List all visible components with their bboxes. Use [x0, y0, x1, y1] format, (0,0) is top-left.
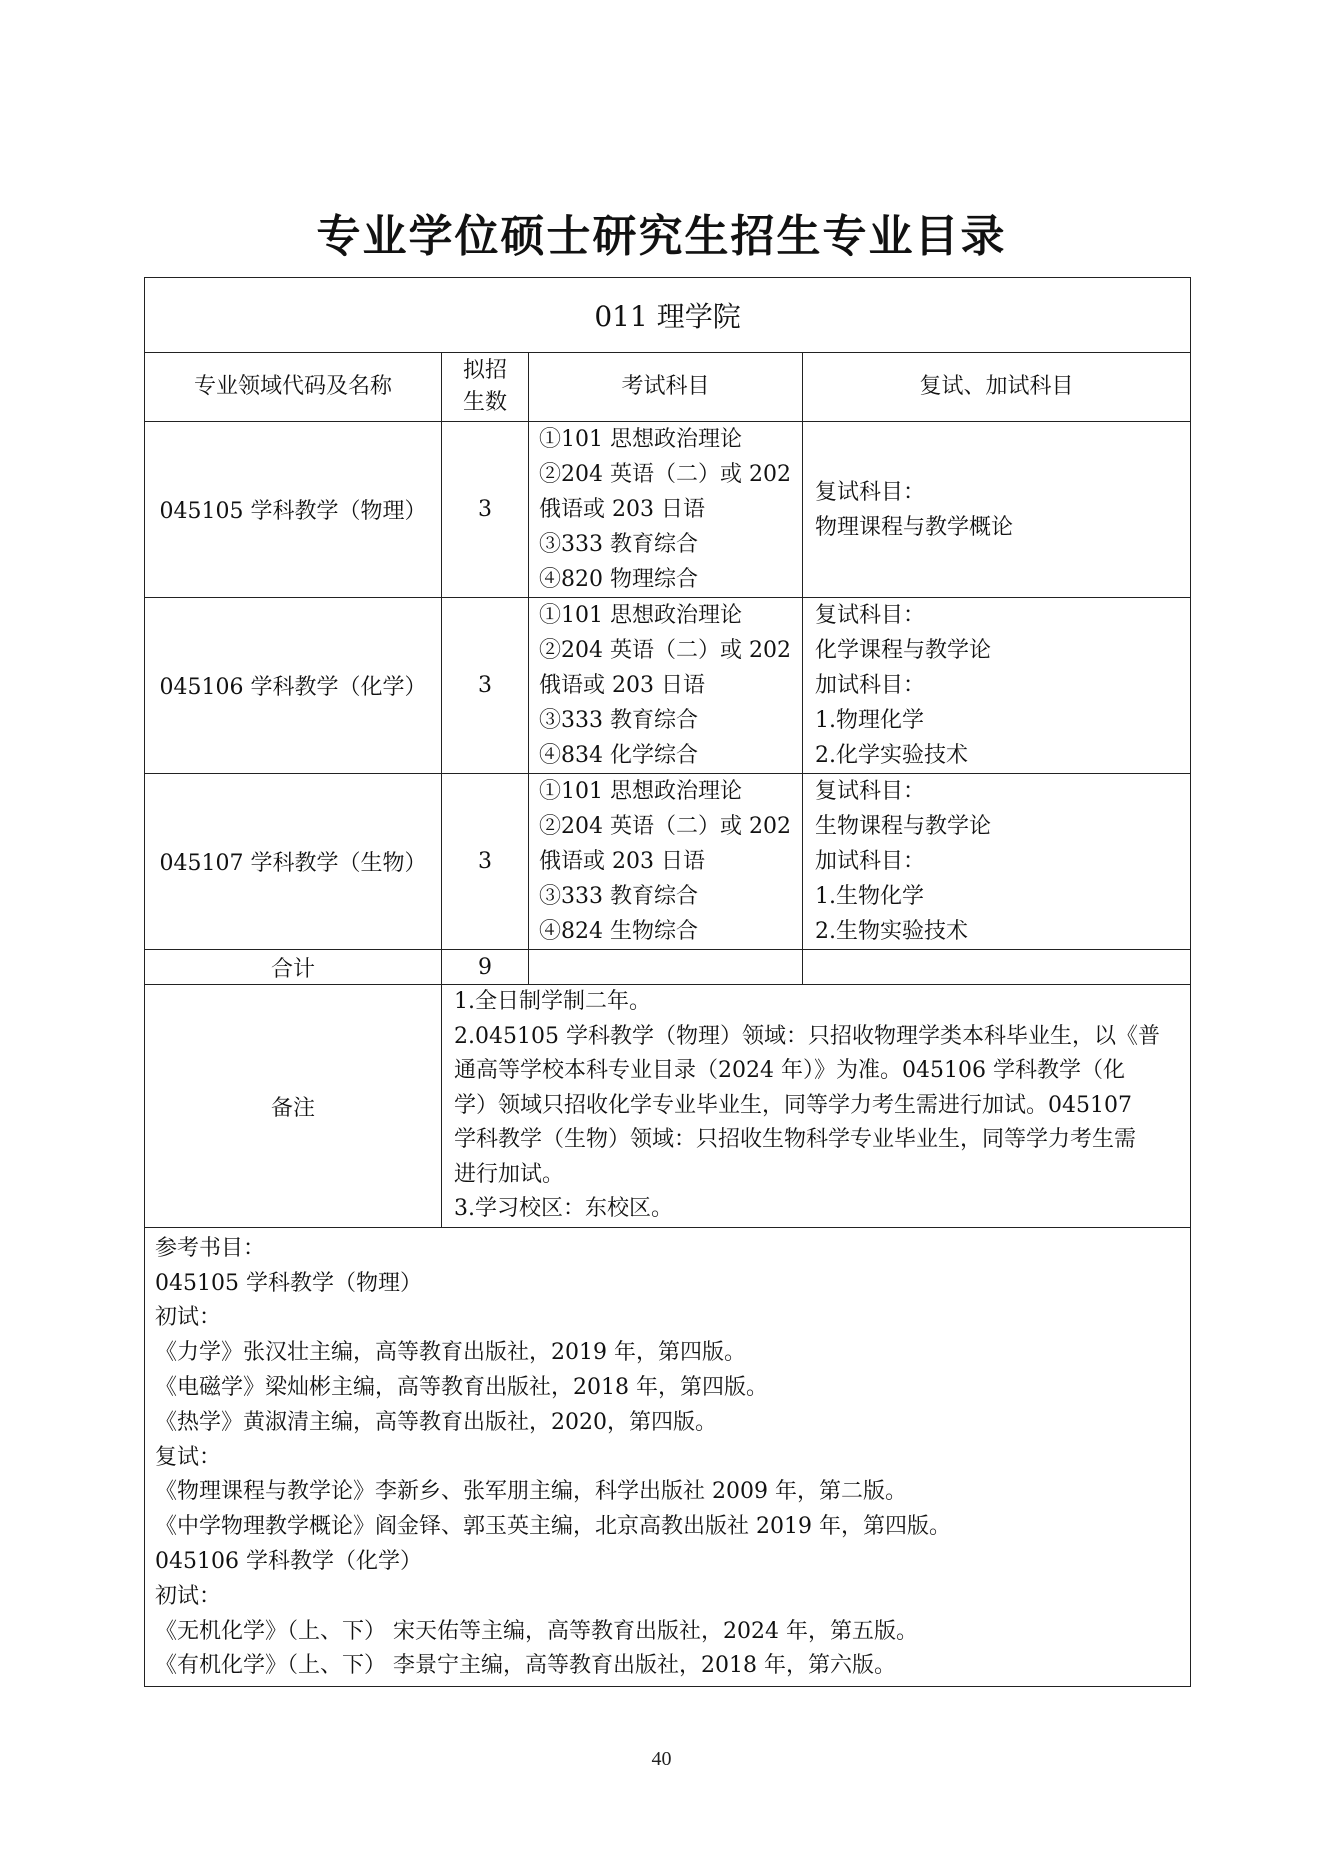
- reference-line: 《物理课程与教学论》李新乡、张军朋主编，科学出版社 2009 年，第二版。: [155, 1479, 907, 1505]
- exam-line: ②204 英语（二）或 202: [539, 638, 791, 663]
- retest-line: 复试科目：: [815, 603, 926, 628]
- notes-label: 备注: [145, 985, 442, 1228]
- retest-line: 化学课程与教学论: [815, 638, 992, 663]
- exam-line: ②204 英语（二）或 202: [539, 814, 791, 839]
- catalog-table: [144, 277, 1191, 1687]
- header-retest: 复试、加试科目: [803, 353, 1191, 422]
- header-row: [145, 353, 1191, 422]
- header-quota-text: 拟招生数: [462, 358, 507, 415]
- exam-line: ②204 英语（二）或 202: [539, 462, 791, 487]
- reference-line: 045105 学科教学（物理）: [155, 1270, 422, 1296]
- notes-content: [442, 985, 1191, 1228]
- note-line: 1.全日制学制二年。: [454, 989, 651, 1015]
- major-quota: 3: [442, 422, 529, 598]
- total-value: 9: [442, 950, 529, 985]
- reference-line: 《力学》张汉壮主编，高等教育出版社，2019 年，第四版。: [155, 1340, 746, 1366]
- reference-line: 初试：: [155, 1305, 222, 1331]
- exam-subjects: [529, 422, 803, 598]
- exam-line: ④820 物理综合: [539, 567, 698, 592]
- retest-line: 1.生物化学: [815, 884, 924, 909]
- reference-line: 参考书目：: [155, 1235, 266, 1261]
- reference-line: 《中学物理教学概论》阎金铎、郭玉英主编，北京高教出版社 2019 年，第四版。: [155, 1514, 951, 1540]
- retest-subjects: [803, 598, 1191, 774]
- college-row: [145, 278, 1191, 353]
- retest-line: 物理课程与教学概论: [815, 514, 1014, 540]
- header-major: 专业领域代码及名称: [145, 353, 442, 422]
- retest-line: 生物课程与教学论: [815, 814, 992, 839]
- references: [145, 1228, 1191, 1687]
- exam-line: ③333 教育综合: [539, 532, 698, 557]
- retest-subjects: [803, 422, 1191, 598]
- reference-line: 初试：: [155, 1583, 222, 1609]
- retest-line: 加试科目：: [815, 849, 926, 874]
- retest-subjects: [803, 774, 1191, 950]
- major-name: 045106 学科教学（化学）: [145, 598, 442, 774]
- major-quota: 3: [442, 774, 529, 950]
- exam-line: ④834 化学综合: [539, 743, 698, 768]
- exam-subjects: [529, 774, 803, 950]
- reference-line: 复试：: [155, 1444, 222, 1470]
- reference-line: 《电磁学》梁灿彬主编，高等教育出版社，2018 年，第四版。: [155, 1375, 768, 1400]
- exam-line: ①101 思想政治理论: [539, 779, 742, 804]
- note-line: 进行加试。: [454, 1161, 565, 1187]
- total-row: [145, 950, 1191, 985]
- major-name: 045107 学科教学（生物）: [145, 774, 442, 950]
- notes-row: [145, 985, 1191, 1228]
- total-empty-cell: [803, 950, 1191, 985]
- retest-line: 2.生物实验技术: [815, 919, 968, 944]
- exam-line: ①101 思想政治理论: [539, 427, 742, 452]
- retest-line: 复试科目：: [815, 779, 926, 804]
- exam-subjects: [529, 598, 803, 774]
- retest-line: 1.物理化学: [815, 708, 924, 733]
- header-quota: [442, 353, 529, 422]
- note-line: 通高等学校本科专业目录（2024 年）》为准。045106 学科教学（化: [454, 1058, 1125, 1084]
- page-number: 40: [651, 1748, 672, 1770]
- total-empty-cell: [529, 950, 803, 985]
- header-exam: 考试科目: [529, 353, 803, 422]
- exam-line: 俄语或 203 日语: [539, 673, 705, 698]
- exam-line: ①101 思想政治理论: [539, 603, 742, 628]
- exam-line: ③333 教育综合: [539, 884, 698, 909]
- note-line: 学科教学（生物）领域：只招收生物科学专业毕业生，同等学力考生需: [454, 1127, 1137, 1153]
- exam-line: ③333 教育综合: [539, 708, 698, 733]
- exam-line: ④824 生物综合: [539, 919, 698, 944]
- reference-line: 《有机化学》（上、下） 李景宁主编，高等教育出版社，2018 年，第六版。: [155, 1653, 896, 1679]
- major-row: [145, 598, 1191, 774]
- retest-line: 复试科目：: [815, 479, 926, 505]
- references-row: [145, 1228, 1191, 1687]
- exam-line: 俄语或 203 日语: [539, 849, 705, 874]
- major-row: [145, 774, 1191, 950]
- reference-line: 《无机化学》（上、下） 宋天佑等主编，高等教育出版社，2024 年，第五版。: [155, 1618, 918, 1644]
- page-title: 专业学位硕士研究生招生专业目录: [316, 211, 1007, 262]
- note-line: 学）领域只招收化学专业毕业生，同等学力考生需进行加试。045107: [454, 1092, 1132, 1118]
- major-name: 045105 学科教学（物理）: [145, 422, 442, 598]
- college-name: 011 理学院: [145, 278, 1191, 353]
- retest-line: 2.化学实验技术: [815, 743, 968, 768]
- reference-line: 045106 学科教学（化学）: [155, 1548, 422, 1574]
- major-row: [145, 422, 1191, 598]
- total-label: 合计: [145, 950, 442, 985]
- note-line: 3.学习校区：东校区。: [454, 1196, 673, 1222]
- note-line: 2.045105 学科教学（物理）领域：只招收物理学类本科毕业生，以《普: [454, 1023, 1160, 1049]
- reference-line: 《热学》黄淑清主编，高等教育出版社，2020，第四版。: [155, 1409, 717, 1435]
- exam-line: 俄语或 203 日语: [539, 497, 705, 522]
- retest-line: 加试科目：: [815, 673, 926, 698]
- major-quota: 3: [442, 598, 529, 774]
